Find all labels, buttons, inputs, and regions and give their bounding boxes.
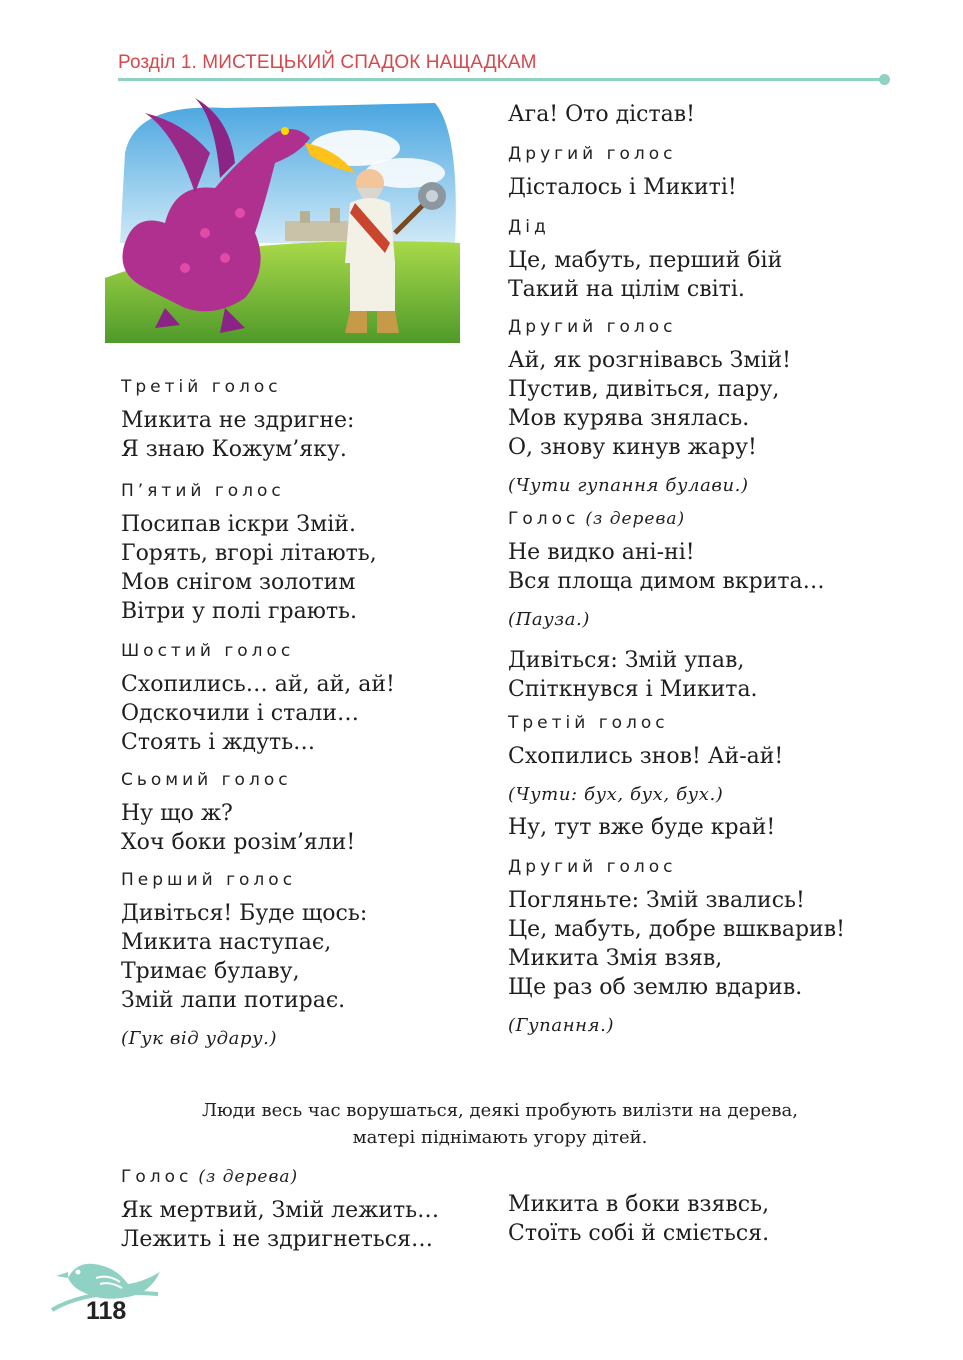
verse (508, 886, 888, 1002)
verse-line: Ну що ж? (121, 801, 233, 826)
verse-line: Схопились знов! Ай-ай! (508, 744, 784, 769)
verse (121, 899, 481, 1015)
stage-direction: (Гук від удару.) (121, 1028, 278, 1049)
verse-line: Ну, тут вже буде край! (508, 815, 776, 840)
verse-line: Як мертвий, Змій лежить… (121, 1198, 440, 1223)
bottom-right-verse (508, 1190, 888, 1260)
verse-line: Погляньте: Змій звались! (508, 888, 805, 913)
dialogue-block (121, 769, 481, 857)
verse-line: Тримає булаву, (121, 959, 300, 984)
verse (508, 646, 888, 704)
right-column (508, 100, 888, 1048)
speaker-label (508, 508, 888, 530)
verse-line: Хоч боки розім’яли! (121, 830, 356, 855)
speaker-label: Третій голос (508, 713, 669, 733)
verse (121, 406, 481, 464)
speaker-name: Голос (121, 1167, 193, 1187)
speaker-label: Другий голос (508, 144, 677, 164)
dialogue-block (508, 508, 888, 596)
verse (121, 670, 481, 757)
speaker-label: Третій голос (121, 377, 282, 397)
verse-line: Микита Змія взяв, (508, 946, 723, 971)
verse-line: Ай, як розгнівавсь Змій! (508, 348, 792, 373)
speaker-label (121, 1166, 521, 1188)
verse-line: Стоять і ждуть… (121, 730, 316, 755)
stage-note-line: Люди весь час ворушаться, деякі пробують вилізти на дерева, (201, 1100, 799, 1121)
dragon-and-hero-illustration (105, 93, 460, 343)
stage-note-centered (120, 1097, 880, 1151)
section-header: Розділ 1. МИСТЕЦЬКИЙ СПАДОК НАЩАДКАМ (118, 52, 537, 73)
speaker-name: Голос (508, 509, 580, 529)
verse-line: Такий на цілім світі. (508, 277, 745, 302)
verse-line: Одскочили і стали… (121, 701, 360, 726)
verse (508, 538, 888, 596)
verse-line: Ага! Ото дістав! (508, 102, 695, 127)
verse (508, 246, 888, 304)
verse-line: Микита не здригне: (121, 408, 355, 433)
verse-line: Спіткнувся і Микита. (508, 677, 758, 702)
dialogue-block (508, 316, 888, 462)
verse (508, 1190, 888, 1248)
verse-line: Мов снігом золотим (121, 570, 356, 595)
verse-line: Дивіться: Змій упав, (508, 648, 745, 673)
verse (508, 346, 888, 462)
dialogue-block (508, 143, 888, 202)
verse (121, 799, 481, 857)
verse-line: Микита в боки взявсь, (508, 1192, 770, 1217)
verse-line: Вся площа димом вкрита… (508, 569, 825, 594)
verse-line: Дивіться! Буде щось: (121, 901, 368, 926)
dialogue-block (508, 216, 888, 304)
verse-line: Змій лапи потирає. (121, 988, 346, 1013)
left-column (121, 376, 481, 1061)
speaker-label: Шостий голос (121, 641, 295, 661)
stage-direction: (Чути: бух, бух, бух.) (508, 784, 724, 805)
speaker-label: Другий голос (508, 317, 677, 337)
verse-line: Дісталось і Микиті! (508, 175, 737, 200)
header-rule (118, 78, 884, 81)
verse-line: О, знову кинув жару! (508, 435, 757, 460)
dialogue-block (508, 712, 888, 771)
verse-line: Стоїть собі й сміється. (508, 1221, 770, 1246)
dialogue-block (121, 376, 481, 464)
verse-line: Горять, вгорі літають, (121, 541, 377, 566)
stage-direction: (Чути гупання булави.) (508, 475, 749, 496)
dialogue-block (121, 640, 481, 757)
verse-line: Я знаю Кожум’яку. (121, 437, 347, 462)
speaker-label: Перший голос (121, 870, 297, 890)
stage-direction: (Пауза.) (508, 609, 590, 630)
verse-line: Вітри у полі грають. (121, 599, 357, 624)
stage-direction: (Гупання.) (508, 1015, 615, 1036)
verse (508, 742, 888, 771)
speaker-label: Дід (508, 217, 550, 237)
bottom-speaker (121, 1166, 521, 1266)
verse-line: Пустив, дивіться, пару, (508, 377, 780, 402)
verse (508, 813, 888, 842)
verse-line: Це, мабуть, добре вшкварив! (508, 917, 845, 942)
header-rule-dot (879, 74, 890, 85)
verse-line: Лежить і не здригнеться… (121, 1227, 433, 1252)
verse-line: Не видко ані-ні! (508, 540, 695, 565)
verse (121, 510, 481, 626)
stage-note-line: матері піднімають угору дітей. (352, 1127, 648, 1148)
speaker-label: Другий голос (508, 857, 677, 877)
verse-line: Схопились… ай, ай, ай! (121, 672, 395, 697)
dialogue-block (121, 869, 481, 1015)
verse (508, 173, 888, 202)
dialogue-block (121, 480, 481, 626)
verse-line: Мов курява знялась. (508, 406, 750, 431)
verse (121, 1196, 521, 1254)
verse-line: Це, мабуть, перший бій (508, 248, 783, 273)
verse-line: Ще раз об землю вдарив. (508, 975, 803, 1000)
speaker-label: Сьомий голос (121, 770, 292, 790)
speaker-note: (з дерева) (585, 509, 686, 529)
verse-line: Посипав іскри Змій. (121, 512, 356, 537)
speaker-label: П’ятий голос (121, 481, 285, 501)
speaker-note: (з дерева) (198, 1167, 299, 1187)
dialogue-block (508, 856, 888, 1002)
verse-line: Микита наступає, (121, 930, 332, 955)
page-number: 118 (86, 1297, 127, 1325)
